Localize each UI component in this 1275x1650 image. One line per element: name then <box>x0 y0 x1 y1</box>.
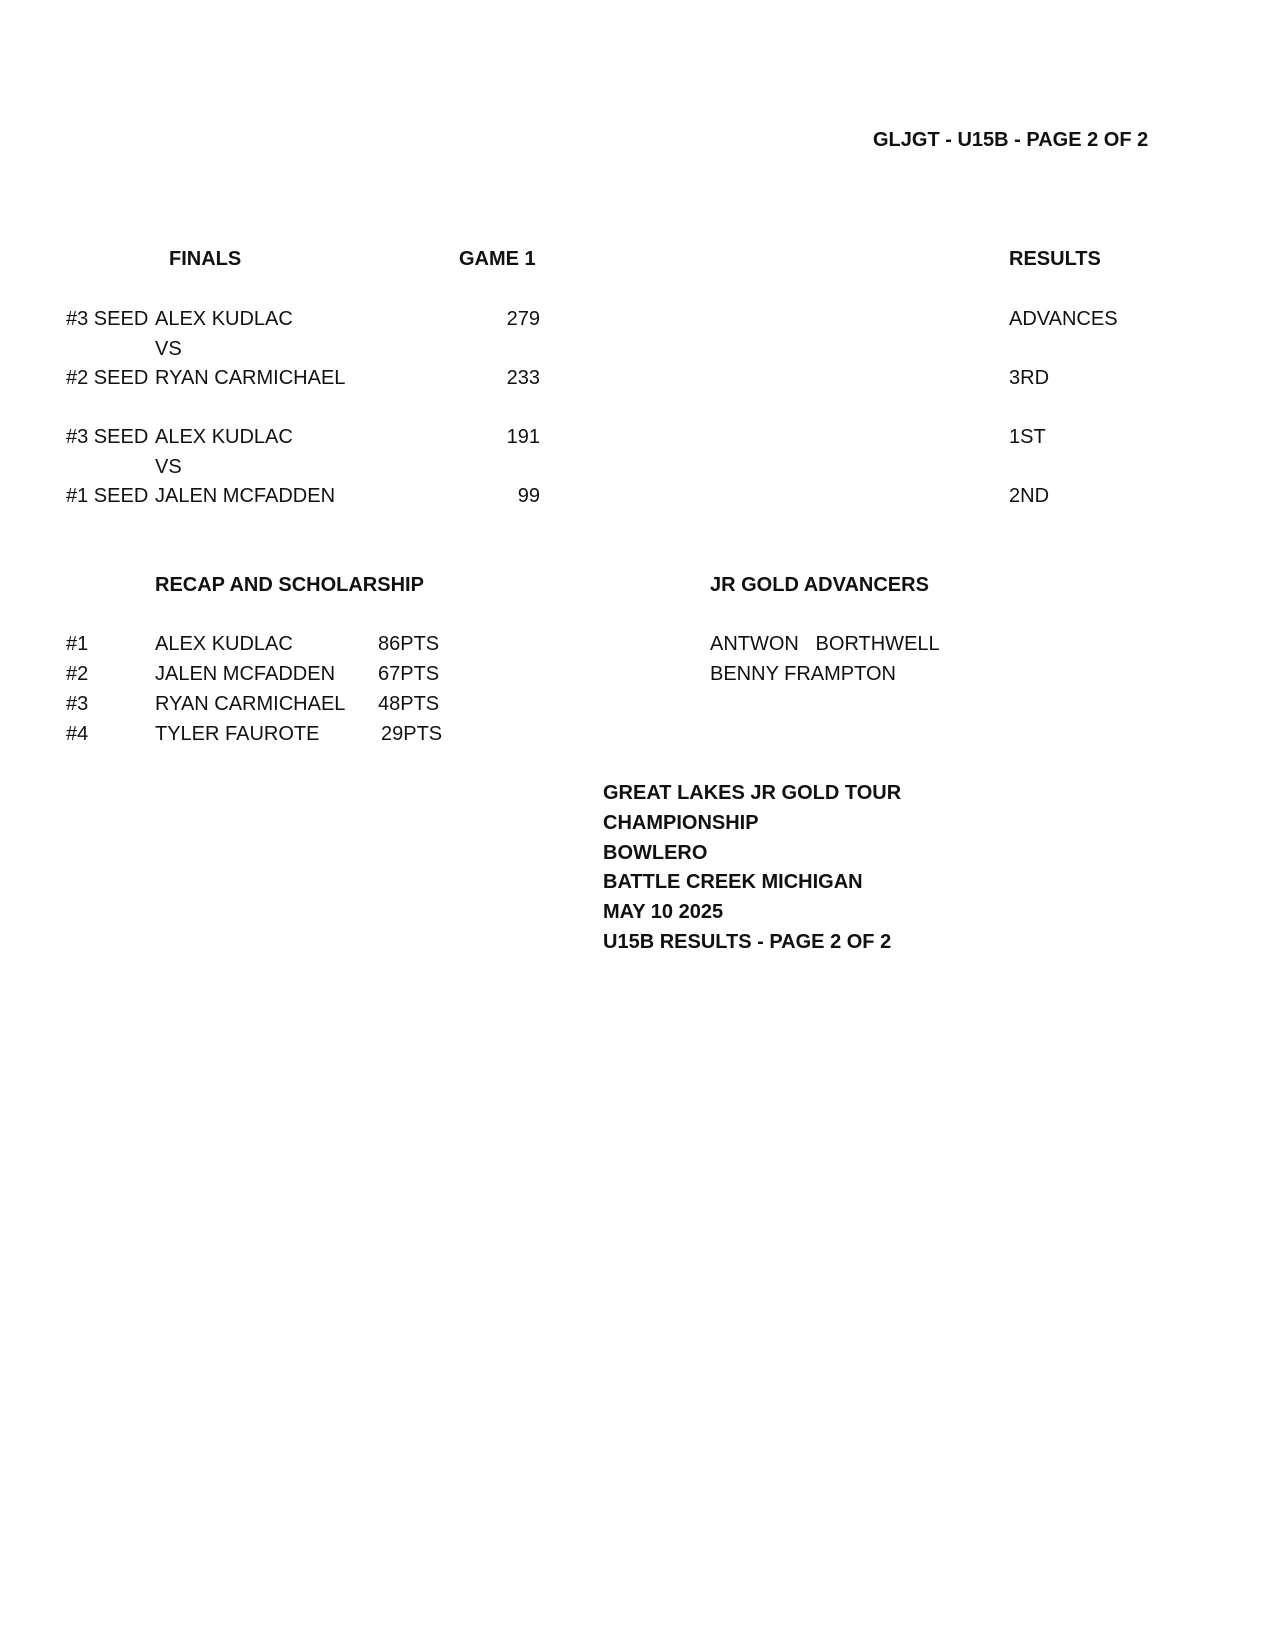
recap-points: 67PTS <box>378 663 440 685</box>
result: ADVANCES <box>1009 308 1118 330</box>
result: 3RD <box>1009 367 1050 389</box>
seed-label: #3 SEED <box>66 308 149 330</box>
advancer-name: BENNY FRAMPTON <box>710 663 896 685</box>
vs-label: VS <box>155 338 182 360</box>
game-score: 233 <box>506 367 540 389</box>
player-name: RYAN CARMICHAEL <box>155 367 346 389</box>
result: 1ST <box>1009 426 1046 448</box>
seed-label: #1 SEED <box>66 485 149 507</box>
advancer-name: ANTWON BORTHWELL <box>710 633 940 655</box>
recap-points: 86PTS <box>378 633 440 655</box>
advancers-title: JR GOLD ADVANCERS <box>710 574 929 596</box>
player-name: ALEX KUDLAC <box>155 308 293 330</box>
page-reference: GLJGT - U15B - PAGE 2 OF 2 <box>873 129 1149 151</box>
recap-points: 29PTS <box>381 723 443 745</box>
event-date: MAY 10 2025 <box>603 901 724 923</box>
game-score: 99 <box>517 485 540 507</box>
recap-rank: #1 <box>66 633 89 655</box>
recap-name: ALEX KUDLAC <box>155 633 293 655</box>
finals-title: FINALS <box>169 248 242 270</box>
result: 2ND <box>1009 485 1050 507</box>
game-score: 191 <box>506 426 540 448</box>
event-subtitle: CHAMPIONSHIP <box>603 812 759 834</box>
event-title: GREAT LAKES JR GOLD TOUR <box>603 782 902 804</box>
recap-points: 48PTS <box>378 693 440 715</box>
seed-label: #3 SEED <box>66 426 149 448</box>
event-venue: BOWLERO <box>603 842 708 864</box>
player-name: ALEX KUDLAC <box>155 426 293 448</box>
recap-name: RYAN CARMICHAEL <box>155 693 346 715</box>
recap-rank: #3 <box>66 693 89 715</box>
recap-name: JALEN MCFADDEN <box>155 663 336 685</box>
player-name: JALEN MCFADDEN <box>155 485 336 507</box>
game-header: GAME 1 <box>459 248 536 270</box>
game-score: 279 <box>506 308 540 330</box>
event-location: BATTLE CREEK MICHIGAN <box>603 871 863 893</box>
recap-rank: #4 <box>66 723 89 745</box>
results-header: RESULTS <box>1009 248 1101 270</box>
recap-title: RECAP AND SCHOLARSHIP <box>155 574 424 596</box>
vs-label: VS <box>155 456 182 478</box>
seed-label: #2 SEED <box>66 367 149 389</box>
recap-rank: #2 <box>66 663 89 685</box>
event-page-ref: U15B RESULTS - PAGE 2 OF 2 <box>603 931 892 953</box>
recap-name: TYLER FAUROTE <box>155 723 320 745</box>
